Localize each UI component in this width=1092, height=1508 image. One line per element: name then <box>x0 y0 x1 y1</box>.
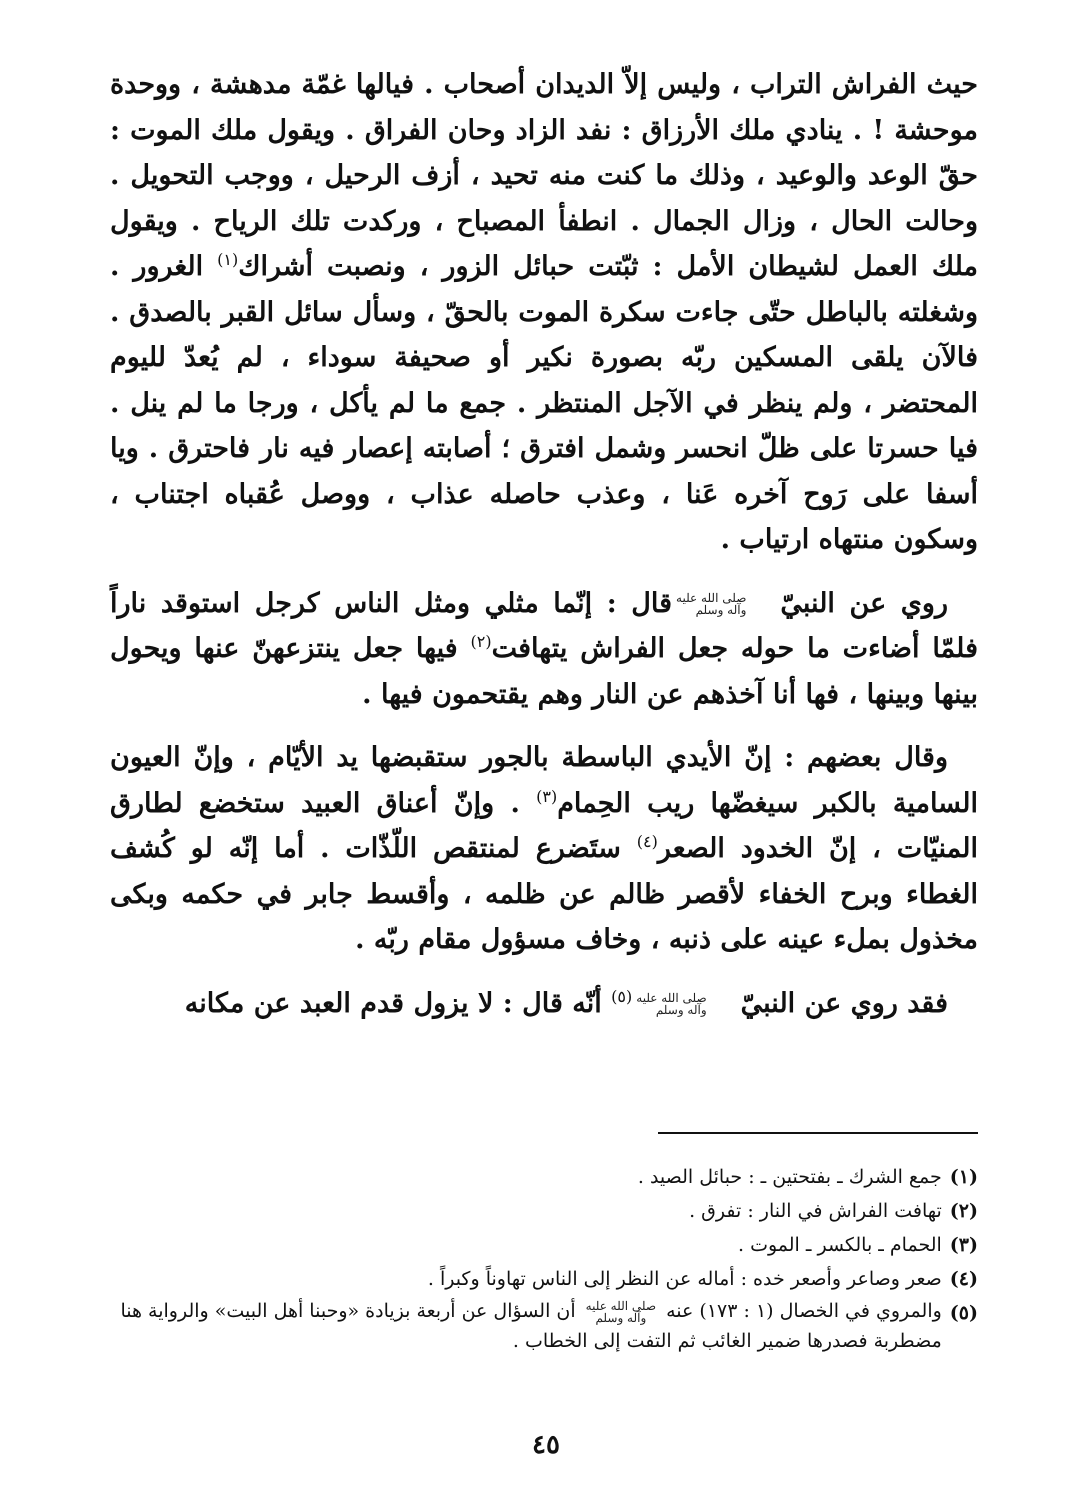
page-number: ٤٥ <box>532 1430 560 1460</box>
paragraph-2-text-cont: قال : إنّما مثلي ومثل الناس كرجل استوقد ناراً فلمّا أضاءت ما حوله جعل الفراش يتهافت <box>110 587 979 664</box>
paragraph-1-text-cont: الغرور . وشغلته بالباطل حتّى جاءت سكرة الموت بالحقّ ، وسأل سائل القبر بالصدق . فالآن يلقى المسكين ربّه بصورة نكير أو صحيفة سوداء ، لم يُعدّ لليوم المحتضر ، ولم ينظر في الآجل المنتظر . جمع ما لم يأكل ، ورجا ما لم ينل . فيا حسرتا على ظلّ انحسر وشمل افترق ؛ أصابته إعصار فيه نار فاحترق . ويا أسفا على رَوح آخره عَنا ، وعذب حاصله عذاب ، ووصل عُقباه اجتناب ، وسكون منتهاه ارتياب . <box>110 251 978 555</box>
footnote-number: (٣) <box>949 1234 978 1256</box>
paragraph-2-text-end: فيها جعل ينتزعهنّ عنها ويحول بينها وبينها ، فها أنا آخذهم عن النار وهم يقتحمون فيها . <box>110 633 978 710</box>
honorific-glyph <box>636 992 736 1016</box>
footnote-2 <box>110 1194 978 1228</box>
paragraph-4-text-cont: أنّه قال : لا يزول قدم العبد عن مكانه <box>184 987 612 1019</box>
footnote-3 <box>110 1228 978 1262</box>
footnote-text: الحمام ـ بالكسر ـ الموت . <box>737 1234 942 1256</box>
paragraph-3-text-cont: . وإنّ أعناق العبيد ستخضع لطارق المنيّات ، إنّ الخدود الصعر <box>110 787 978 864</box>
footnotes <box>110 1160 978 1356</box>
footnote-text: تهافت الفراش في النار : تفرق . <box>689 1200 942 1222</box>
footnote-ref-4[interactable]: (٤) <box>636 832 658 851</box>
footnote-text-b: أن السؤال عن أربعة بزيادة «وحبنا أهل البيت» والرواية هنا مضطربة فصدرها ضمير الغائب ثم التفت إلى الخطاب . <box>120 1300 942 1352</box>
footnote-number: (٥) <box>949 1302 978 1324</box>
footnote-number: (٢) <box>949 1200 978 1222</box>
honorific-top: صلى الله عليه <box>636 991 707 1005</box>
footnote-ref-5[interactable]: (٥) <box>611 986 633 1006</box>
paragraph-3 <box>110 735 978 963</box>
honorific-top: صلى الله عليه <box>676 591 747 605</box>
footnote-5 <box>110 1296 978 1356</box>
paragraph-3-text: وقال بعضهم : إنّ الأيدي الباسطة بالجور ستقبضها يد الأيّام ، وإنّ العيون السامية بالكبر سيغضّها ريب الحِمام <box>110 742 978 819</box>
paragraph-4 <box>110 981 978 1027</box>
footnote-4 <box>110 1262 978 1296</box>
footnote-number: (٤) <box>949 1268 978 1290</box>
honorific-top: صلى الله عليه <box>585 1299 657 1313</box>
honorific-bottom: وآله وسلم <box>595 1311 647 1325</box>
footnote-divider <box>658 1132 978 1134</box>
footnote-ref-1[interactable]: (١) <box>217 250 239 269</box>
paragraph-1-text: حيث الفراش التراب ، وليس إلاّ الديدان أصحاب . فيالها غمّة مدهشة ، ووحدة موحشة ! . ينادي ملك الأرزاق : نفد الزاد وحان الفراق . ويقول ملك الموت : حقّ الوعد والوعيد ، وذلك ما كنت منه تحيد ، أزف الرحيل ، ووجب التحويل . وحالت الحال ، وزال الجمال . انطفأ المصباح ، وركدت تلك الرياح . ويقول ملك العمل لشيطان الأمل : ثبّتت حبائل الزور ، ونصبت أشراك <box>110 69 978 282</box>
paragraph-4-text: فقد روي عن النبيّ <box>740 987 948 1019</box>
footnote-text: جمع الشرك ـ بفتحتين ـ : حبائل الصيد . <box>637 1166 942 1188</box>
paragraph-1 <box>110 62 978 563</box>
honorific-glyph <box>676 592 776 616</box>
honorific-bottom: وآله وسلم <box>695 603 747 617</box>
footnote-ref-2[interactable]: (٢) <box>470 632 492 651</box>
paragraph-3-text-end: ستَضرع لمنتقص اللّذّات . أما إنّه لو كُشف الغطاء وبرح الخفاء لأقصر ظالم عن ظلمه ، وأقسط جابر في حكمه وبكى مخذول بملء عينه على ذنبه ، وخاف مسؤول مقام ربّه . <box>110 833 978 955</box>
honorific-bottom: وآله وسلم <box>655 1003 707 1017</box>
footnote-text <box>110 1296 942 1356</box>
honorific-glyph <box>586 1300 656 1324</box>
footnote-number: (١) <box>949 1166 978 1188</box>
paragraph-2-text: روي عن النبيّ <box>780 587 948 619</box>
footnote-1 <box>110 1160 978 1194</box>
paragraph-2 <box>110 581 978 718</box>
footnote-text-a: والمروي في الخصال (١ : ١٧٣) عنه <box>666 1300 942 1322</box>
footnote-ref-3[interactable]: (٣) <box>536 786 558 806</box>
main-text <box>110 62 978 1044</box>
footnote-text: صعر وصاعر وأصعر خده : أماله عن النظر إلى الناس تهاوناً وكبراً . <box>427 1268 942 1290</box>
